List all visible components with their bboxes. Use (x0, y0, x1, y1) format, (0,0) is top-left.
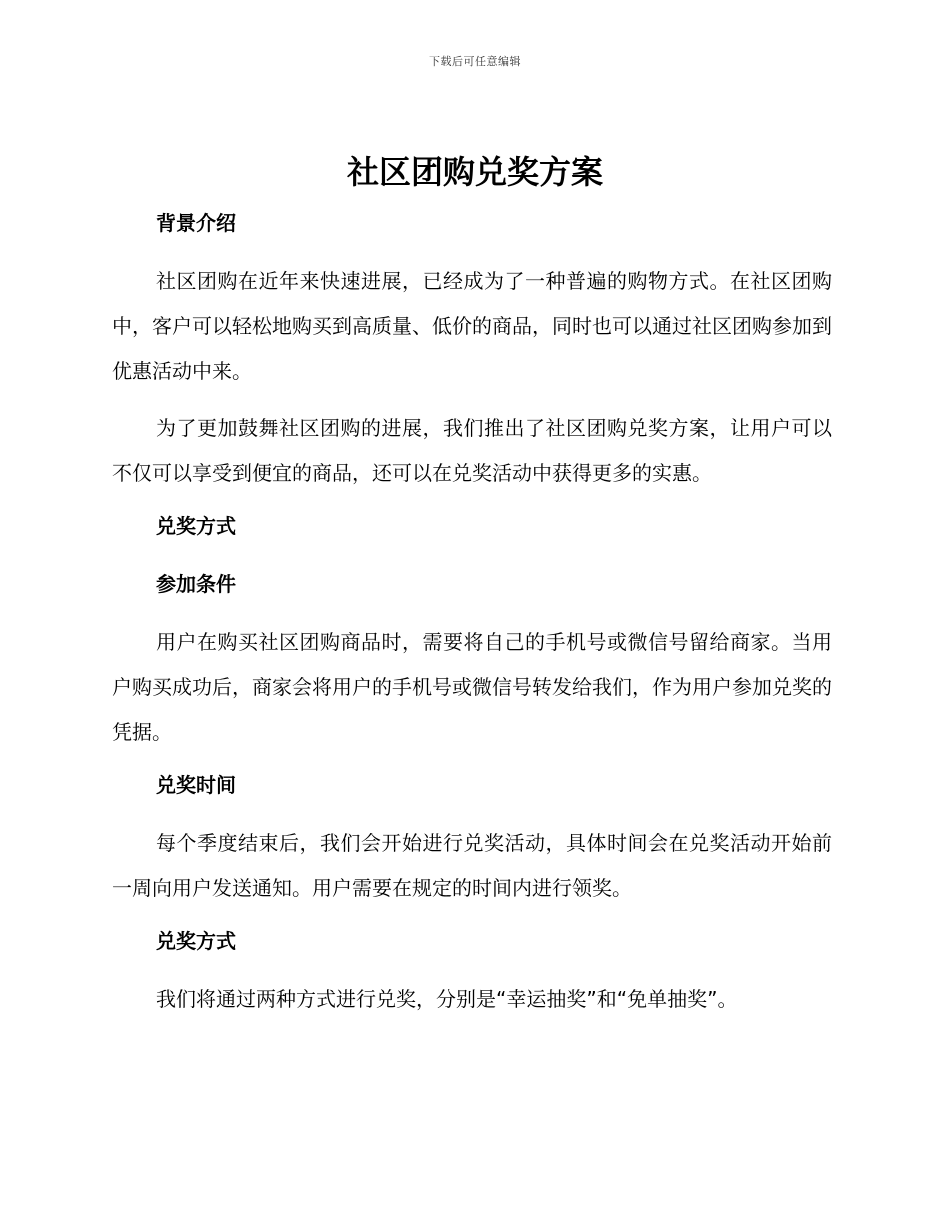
paragraph-time: 每个季度结束后，我们会开始进行兑奖活动，具体时间会在兑奖活动开始前一周向用户发送通知。用户需要在规定的时间内进行领奖。 (112, 831, 832, 900)
paragraph-background-2: 为了更加鼓舞社区团购的进展，我们推出了社区团购兑奖方案，让用户可以不仅可以享受到便宜的商品，还可以在兑奖活动中获得更多的实惠。 (112, 416, 832, 485)
document-body (112, 205, 832, 1022)
document-title: 社区团购兑奖方案 (346, 153, 603, 191)
section-heading-background: 背景介绍 (156, 211, 236, 235)
paragraph-conditions: 用户在购买社区团购商品时，需要将自己的手机号或微信号留给商家。当用户购买成功后，商家会将用户的手机号或微信号转发给我们，作为用户参加兑奖的凭据。 (112, 630, 832, 744)
section-heading-method-2: 兑奖方式 (156, 929, 236, 953)
section-heading-conditions: 参加条件 (156, 572, 236, 596)
section-heading-time: 兑奖时间 (156, 773, 236, 797)
paragraph-method-2: 我们将通过两种方式进行兑奖，分别是“幸运抽奖”和“免单抽奖”。 (156, 987, 738, 1011)
header-note: 下载后可任意编辑 (429, 55, 521, 68)
paragraph-background-1: 社区团购在近年来快速进展，已经成为了一种普遍的购物方式。在社区团购中，客户可以轻松地购买到高质量、低价的商品，同时也可以通过社区团购参加到优惠活动中来。 (112, 269, 832, 383)
section-heading-method: 兑奖方式 (156, 514, 236, 538)
